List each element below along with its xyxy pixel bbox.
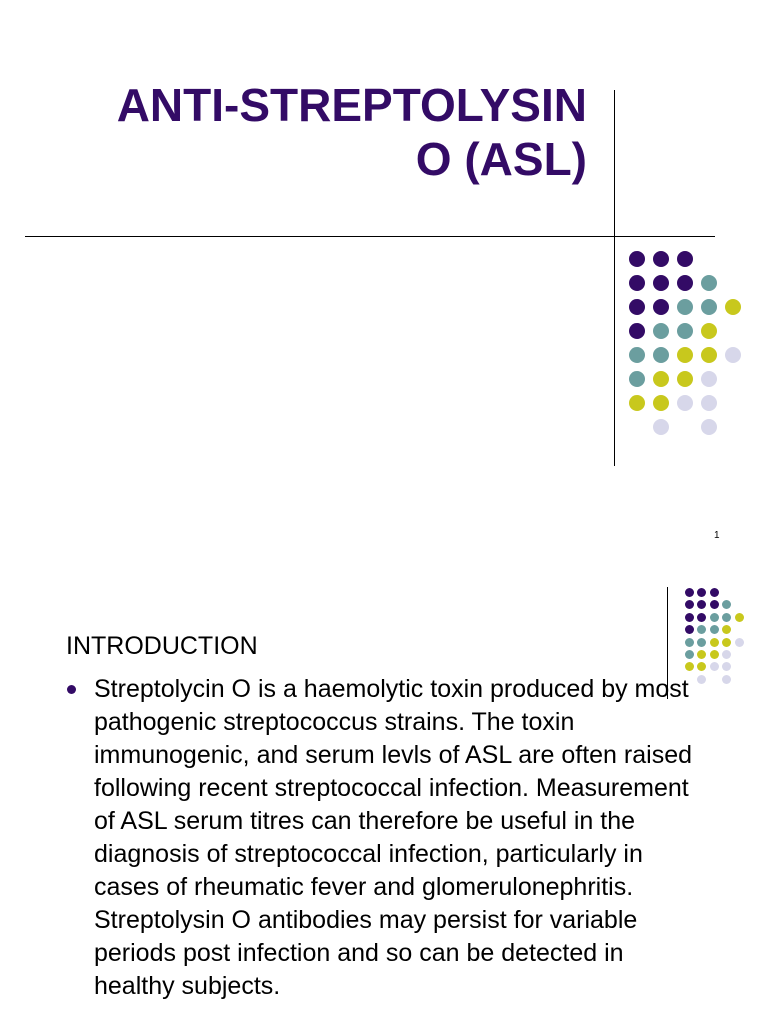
dot-teal xyxy=(722,613,731,622)
dot-yellow xyxy=(710,650,719,659)
dot-yellow xyxy=(685,662,694,671)
dot-teal xyxy=(701,299,717,315)
vertical-divider xyxy=(614,90,615,466)
dot-teal xyxy=(629,371,645,387)
dot-yellow xyxy=(653,395,669,411)
bullet-text: Streptolycin O is a haemolytic toxin produced by most pathogenic streptococcus strains. The toxin immunogenic, and serum levls of ASL are often raised following recent streptococcal infection. Measurement of ASL serum titres can therefore be useful in the diagnosis of streptococcal infection, particularly in cases of rheumatic fever and glomerulonephritis. Streptolysin O antibodies may persist for variable periods post infection and so can be detected in healthy subjects. xyxy=(94,675,692,1000)
dot-yellow xyxy=(697,662,706,671)
dot-yellow xyxy=(722,638,731,647)
dot-lavender xyxy=(653,419,669,435)
dot-purple xyxy=(697,588,706,597)
dot-teal xyxy=(701,275,717,291)
dot-lavender xyxy=(722,675,731,684)
dot-purple xyxy=(685,613,694,622)
dot-yellow xyxy=(697,650,706,659)
dot-lavender xyxy=(722,662,731,671)
dot-yellow xyxy=(677,347,693,363)
dot-teal xyxy=(653,323,669,339)
dot-lavender xyxy=(701,371,717,387)
dot-teal xyxy=(697,625,706,634)
dot-teal xyxy=(685,650,694,659)
dot-teal xyxy=(710,625,719,634)
dot-purple xyxy=(629,251,645,267)
dot-teal xyxy=(677,299,693,315)
dot-purple xyxy=(677,275,693,291)
dot-teal xyxy=(710,613,719,622)
dot-purple xyxy=(653,299,669,315)
dot-purple xyxy=(629,323,645,339)
dot-teal xyxy=(653,347,669,363)
dot-purple xyxy=(653,275,669,291)
dot-yellow xyxy=(701,323,717,339)
dot-purple xyxy=(685,625,694,634)
dot-purple xyxy=(697,600,706,609)
dot-purple xyxy=(685,588,694,597)
horizontal-divider xyxy=(25,236,715,237)
dot-yellow xyxy=(710,638,719,647)
dot-purple xyxy=(629,299,645,315)
title-line-1: ANTI-STREPTOLYSIN xyxy=(116,79,587,131)
bullet-dot-icon xyxy=(67,685,76,694)
dot-yellow xyxy=(735,613,744,622)
dot-purple xyxy=(685,600,694,609)
dot-lavender xyxy=(701,395,717,411)
dot-lavender xyxy=(677,395,693,411)
page-number: 1 xyxy=(714,530,720,541)
dot-teal xyxy=(677,323,693,339)
dot-teal xyxy=(722,600,731,609)
dot-lavender xyxy=(710,662,719,671)
dot-purple xyxy=(629,275,645,291)
dot-yellow xyxy=(701,347,717,363)
dot-teal xyxy=(697,638,706,647)
dot-purple xyxy=(697,613,706,622)
dot-yellow xyxy=(677,371,693,387)
dot-yellow xyxy=(629,395,645,411)
dot-lavender xyxy=(701,419,717,435)
dot-yellow xyxy=(725,299,741,315)
title-line-2: O (ASL) xyxy=(415,133,587,185)
dot-purple xyxy=(677,251,693,267)
dot-lavender xyxy=(722,650,731,659)
dot-teal xyxy=(629,347,645,363)
dot-purple xyxy=(710,600,719,609)
dot-yellow xyxy=(653,371,669,387)
section-heading: INTRODUCTION xyxy=(66,632,258,660)
dot-yellow xyxy=(722,625,731,634)
dot-purple xyxy=(653,251,669,267)
dot-purple xyxy=(710,588,719,597)
dot-lavender xyxy=(725,347,741,363)
slide-2 xyxy=(0,555,768,1024)
dot-lavender xyxy=(735,638,744,647)
bullet-list xyxy=(66,673,706,1003)
bullet-item xyxy=(66,673,706,1003)
dot-teal xyxy=(685,638,694,647)
slide-title xyxy=(55,78,587,186)
